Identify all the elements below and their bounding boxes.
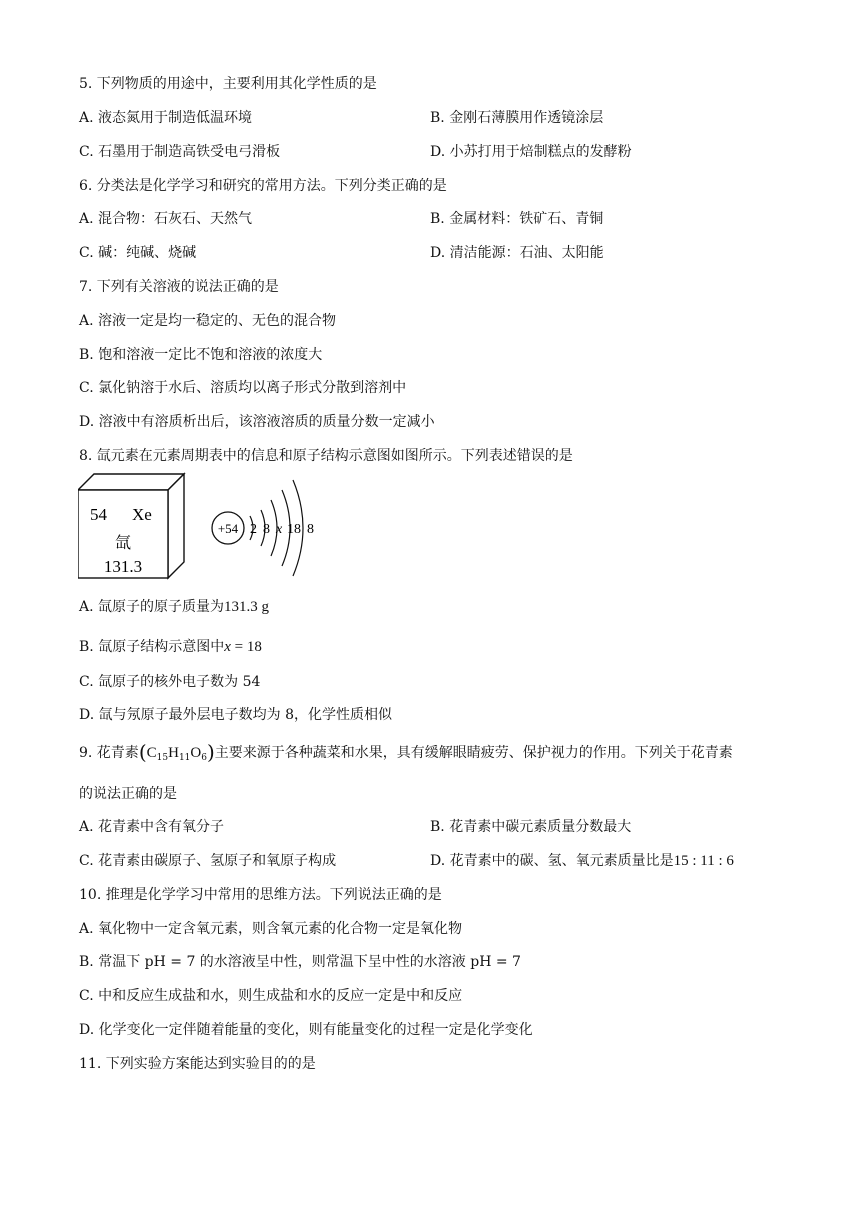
q8-option-d: D. 氙与氖原子最外层电子数均为 8，化学性质相似 bbox=[79, 707, 392, 723]
q5-option-c: C. 石墨用于制造高铁受电弓滑板 bbox=[79, 144, 281, 160]
q8-option-a-text: A. 氙原子的原子质量为 bbox=[79, 599, 225, 615]
q9-option-d bbox=[430, 852, 734, 870]
formula-o-sub: 6 bbox=[201, 753, 207, 763]
q7-option-b: B. 饱和溶液一定比不饱和溶液的浓度大 bbox=[79, 347, 323, 363]
formula-h-sub: 11 bbox=[178, 753, 191, 763]
shell-2-electrons: 8 bbox=[263, 522, 270, 537]
atomic-number: 54 bbox=[90, 505, 107, 524]
q10-option-b: B. 常温下 pH = 7 的水溶液呈中性，则常温下呈中性的水溶液 pH = 7 bbox=[79, 954, 521, 970]
q10-option-d: D. 化学变化一定伴随着能量的变化，则有能量变化的过程一定是化学变化 bbox=[79, 1022, 533, 1038]
q8-option-b-var: x bbox=[224, 639, 231, 655]
q9-stem-rest: 主要来源于各种蔬菜和水果，具有缓解眼睛疲劳、保护视力的作用。下列关于花青素 bbox=[214, 745, 733, 761]
xenon-figure bbox=[78, 472, 338, 582]
q7-option-c: C. 氯化钠溶于水后、溶质均以离子形式分散到溶剂中 bbox=[79, 380, 407, 396]
q6-option-d: D. 清洁能源：石油、太阳能 bbox=[430, 245, 604, 261]
q8-option-b bbox=[79, 638, 262, 656]
q9-option-d-ratio: 15 : 11 : 6 bbox=[673, 853, 734, 869]
q6-option-c: C. 碱：纯碱、烧碱 bbox=[79, 245, 197, 261]
q9-option-a: A. 花青素中含有氧分子 bbox=[79, 819, 225, 835]
q9-option-d-text: D. 花青素中的碳、氢、氧元素质量比是 bbox=[430, 853, 674, 869]
q5-option-a: A. 液态氮用于制造低温环境 bbox=[79, 110, 253, 126]
q6-stem: 6. 分类法是化学学习和研究的常用方法。下列分类正确的是 bbox=[79, 178, 447, 194]
shell-5-electrons: 8 bbox=[307, 522, 314, 537]
q5-stem: 5. 下列物质的用途中，主要利用其化学性质的是 bbox=[79, 76, 377, 92]
q8-option-a-value: 131.3 g bbox=[224, 599, 270, 615]
q8-option-b-text: B. 氙原子结构示意图中 bbox=[79, 639, 225, 655]
q10-option-a: A. 氧化物中一定含氧元素，则含氧元素的化合物一定是氧化物 bbox=[79, 921, 463, 937]
formula-o: O bbox=[190, 745, 202, 761]
nucleus-charge: +54 bbox=[217, 521, 239, 536]
shell-4-electrons: 18 bbox=[287, 522, 301, 537]
q9-stem-line2: 的说法正确的是 bbox=[79, 786, 177, 802]
q10-stem: 10. 推理是化学学习中常用的思维方法。下列说法正确的是 bbox=[79, 887, 442, 903]
formula-c: C bbox=[146, 745, 157, 761]
q11-stem: 11. 下列实验方案能达到实验目的的是 bbox=[79, 1056, 316, 1072]
shell-3-electrons: x bbox=[276, 522, 283, 537]
atomic-mass: 131.3 bbox=[103, 557, 143, 576]
q7-option-a: A. 溶液一定是均一稳定的、无色的混合物 bbox=[79, 313, 337, 329]
formula-c-sub: 15 bbox=[156, 753, 169, 763]
q6-option-a: A. 混合物：石灰石、天然气 bbox=[79, 211, 253, 227]
q9-option-c: C. 花青素由碳原子、氢原子和氧原子构成 bbox=[79, 853, 337, 869]
q8-stem: 8. 氙元素在元素周期表中的信息和原子结构示意图如图所示。下列表述错误的是 bbox=[79, 448, 573, 464]
q7-option-d: D. 溶液中有溶质析出后，该溶液溶质的质量分数一定减小 bbox=[79, 414, 435, 430]
periodic-table-cell bbox=[78, 474, 184, 578]
element-name: 氙 bbox=[114, 533, 132, 552]
atomic-structure-diagram bbox=[212, 480, 314, 576]
formula-h: H bbox=[168, 745, 179, 761]
q8-option-c: C. 氙原子的核外电子数为 54 bbox=[79, 674, 261, 690]
q7-stem: 7. 下列有关溶液的说法正确的是 bbox=[79, 279, 279, 295]
q10-option-c: C. 中和反应生成盐和水，则生成盐和水的反应一定是中和反应 bbox=[79, 988, 463, 1004]
q9-option-b: B. 花青素中碳元素质量分数最大 bbox=[430, 819, 632, 835]
q9-stem: 9. 花青素$(C_{15}H_{11}O_6)$主要来源于各种蔬菜和水果，具有缓解眼睛疲劳、保护视力的作用。下列关于花青素 bbox=[79, 740, 733, 764]
element-symbol: Xe bbox=[132, 505, 152, 524]
q8-option-a bbox=[79, 598, 269, 616]
q6-option-b: B. 金属材料：铁矿石、青铜 bbox=[430, 211, 604, 227]
q8-option-b-eq: = 18 bbox=[230, 639, 262, 655]
q9-stem-start: 9. 花青素 bbox=[79, 745, 139, 761]
q5-option-d: D. 小苏打用于焙制糕点的发酵粉 bbox=[430, 144, 632, 160]
q5-option-b: B. 金刚石薄膜用作透镜涂层 bbox=[430, 110, 604, 126]
shell-1-electrons: 2 bbox=[250, 522, 257, 537]
